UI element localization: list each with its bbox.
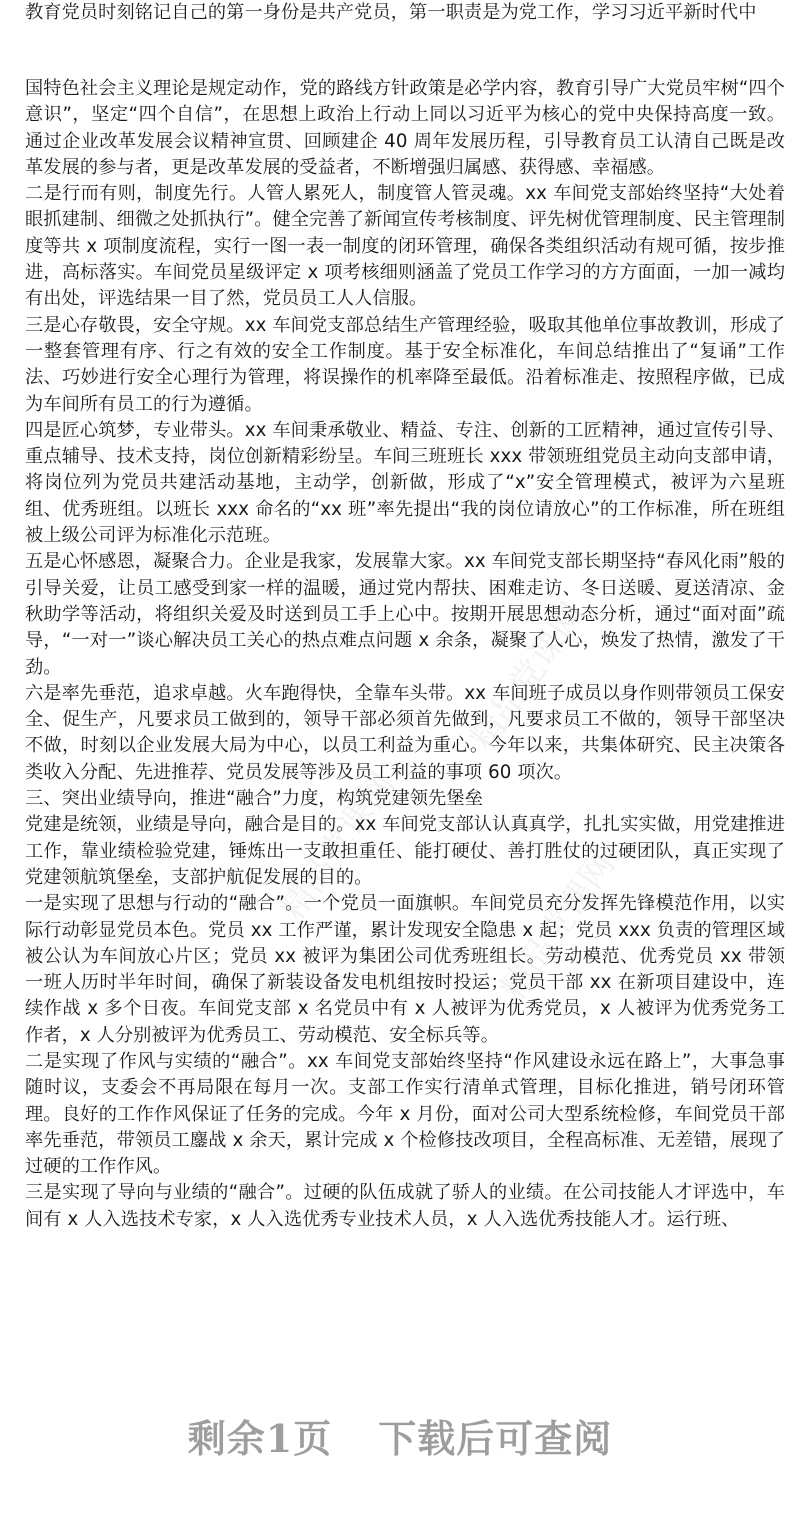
watermark: 精品党课网 — [462, 595, 594, 758]
paragraph: 六是率先垂范，追求卓越。火车跑得快，全靠车头带。xx 车间班子成员以身作则带领员工保安全、促生产，凡要求员工做到的，领导干部必须首先做到，凡要求员工不做的，领导干部坚决不做，时刻以企业发展大局为中心，以员工利益为重心。今年以来，共集体研究、民主决策各类收入分配、先进推荐、党员发展等涉及员工利益的事项 60 项次。 — [25, 682, 785, 783]
document-body — [25, 76, 785, 1233]
paragraph: 五是心怀感恩，凝聚合力。企业是我家，发展靠大家。xx 车间党支部长期坚持“春风化雨”般的引导关爱，让员工感受到家一样的温暖，通过党内帮扶、困难走访、冬日送暖、夏送清凉、金秋助学等活动，将组织关爱及时送到员工手上心中。按期开展思想动态分析，通过“面对面”疏导，“一对一”谈心解决员工关心的热点难点问题 x 余条，凝聚了人心，焕发了热情，激发了干劲。 — [25, 551, 785, 678]
download-prompt-banner[interactable] — [0, 1408, 800, 1463]
paragraph: 三是心存敬畏，安全守规。xx 车间党支部总结生产管理经验，吸取其他单位事故教训，形成了一整套管理有序、行之有效的安全工作制度。基于安全标准化，车间总结推出了“复诵”工作法、巧妙进行安全心理行为管理，将误操作的机率降至最低。沿着标准走、按照程序做，已成为车间所有员工的行为遵循。 — [25, 314, 785, 415]
paragraph: 二是实现了作风与实绩的“融合”。xx 车间党支部始终坚持“作风建设永远在路上”，大事急事随时议，支委会不再局限在每月一次。支部工作实行清单式管理，目标化推进，销号闭环管理。良好的工作作风保证了任务的完成。今年 x 月份，面对公司大型系统检修，车间党员干部率先垂范，带领员工鏖战 x 余天，累计完成 x 个检修技改项目，全程高标准、无差错，展现了过硬的工作作风。 — [25, 1050, 785, 1178]
paragraph: 一是实现了思想与行动的“融合”。一个党员一面旗帜。车间党员充分发挥先锋模范作用，以实际行动彰显党员本色。党员 xx 工作严谨，累计发现安全隐患 x 起；党员 xxx 负责的管理区域被公认为车间放心片区；党员 xx 被评为集团公司优秀班组长。劳动模范、优秀党员 xx 带领一班人历时半年时间，确保了新装设备发电机组按时投运；党员干部 xx 在新项目建设中，连续作战 x 多个日夜。车间党支部 x 名党员中有 x 人被评为优秀党员，x 人被评为优秀党务工作者，x 人分别被评为优秀员工、劳动模范、安全标兵等。 — [25, 893, 785, 1046]
document-first-line: 教育党员时刻铭记自己的第一身份是共产党员，第一职责是为党工作，学习习近平新时代中 — [25, 2, 757, 23]
watermark: 精品党课网 — [492, 845, 624, 1008]
remaining-pages-label: 剩余1页 — [187, 1416, 333, 1461]
paragraph: 四是匠心筑梦，专业带头。xx 车间秉承敬业、精益、专注、创新的工匠精神，通过宣传引导、重点辅导、技术支持，岗位创新精彩纷呈。车间三班班长 xxx 带领班组党员主动向支部申请，将岗位列为党员共建活动基地，主动学，创新做，形成了“x”安全管理模式，被评为六星班组、优秀班组。以班长 xxx 命名的“xx 班”率先提出“我的岗位请放心”的工作标准，所在班组被上级公司评为标准化示范班。 — [25, 419, 785, 547]
download-hint-label: 下载后可查阅 — [378, 1416, 613, 1461]
paragraph: 国特色社会主义理论是规定动作，党的路线方针政策是必学内容，教育引导广大党员牢树“四个意识”，坚定“四个自信”，在思想上政治上行动上同以习近平为核心的党中央保持高度一致。通过企业改革发展会议精神宣贯、回顾建企 40 周年发展历程，引导教育员工认清自己既是改革发展的参与者，更是改革发展的受益者，不断增强归属感、获得感、幸福感。 — [25, 78, 785, 178]
watermark: 精品党课网 — [272, 765, 404, 928]
section-heading: 三、突出业绩导向，推进“融合”力度，构筑党建领先堡垒 — [25, 788, 483, 810]
paragraph: 党建是统领，业绩是导向，融合是目的。xx 车间党支部认认真真学，扎扎实实做，用党建推进工作，靠业绩检验党建，锤炼出一支敢担重任、能打硬仗、善打胜仗的过硬团队，真正实现了党建领航筑堡垒，支部护航促发展的目的。 — [25, 814, 785, 888]
paragraph: 三是实现了导向与业绩的“融合”。过硬的队伍成就了骄人的业绩。在公司技能人才评选中，车间有 x 人入选技术专家，x 人入选优秀专业技术人员，x 人入选优秀技能人才。运行班、 — [25, 1182, 785, 1230]
paragraph: 二是行而有则，制度先行。人管人累死人，制度管人管灵魂。xx 车间党支部始终坚持“大处着眼抓建制、细微之处抓执行”。健全完善了新闻宣传考核制度、评先树优管理制度、民主管理制度等共 x 项制度流程，实行一图一表一制度的闭环管理，确保各类组织活动有规可循，按步推进，高标落实。车间党员星级评定 x 项考核细则涵盖了党员工作学习的方方面面，一加一减均有出处，评选结果一目了然，党员员工人人信服。 — [25, 183, 785, 310]
